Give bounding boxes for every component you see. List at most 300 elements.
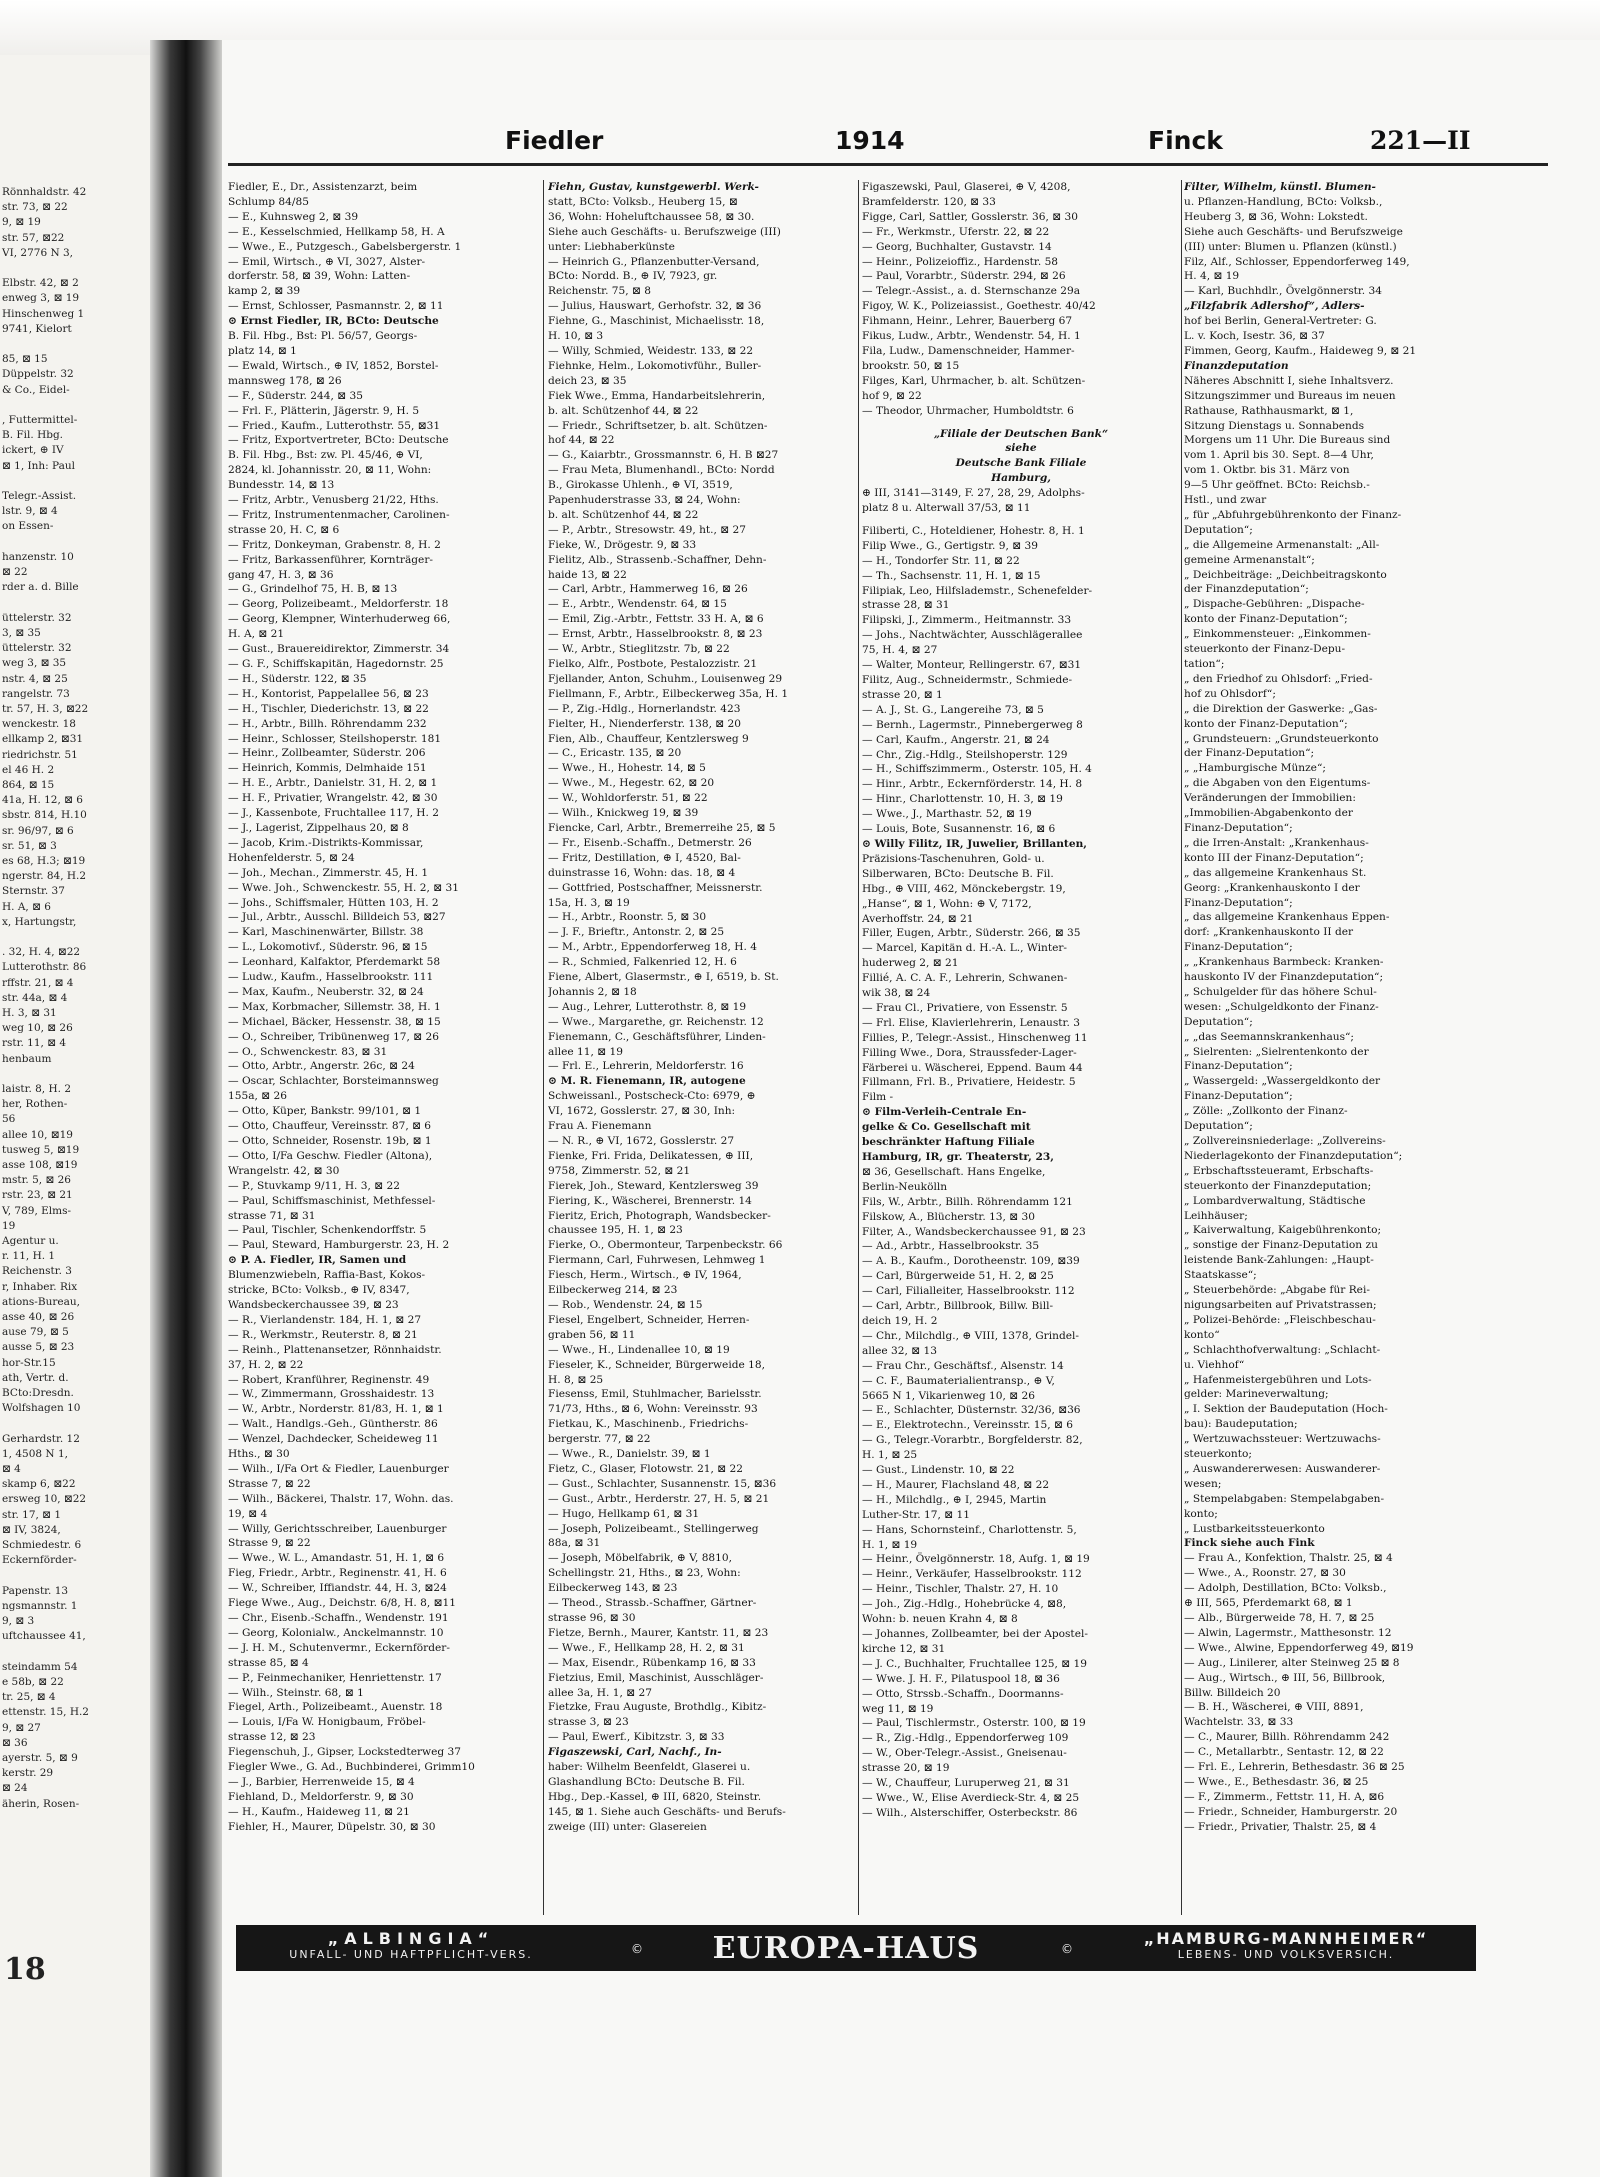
directory-entry: Veränderungen der Immobilien: <box>1184 792 1356 805</box>
directory-entry: — Johs., Schiffsmaler, Hütten 103, H. 2 <box>228 896 439 909</box>
directory-entry: — Fritz, Instrumentenmacher, Carolinen- <box>228 508 450 521</box>
directory-entry: 5665 N 1, Vikarienweg 10, ⊠ 26 <box>862 1389 1035 1402</box>
directory-entry: Hamburg, <box>991 472 1051 485</box>
directory-entry: — Carl, Bürgerweide 51, H. 2, ⊠ 25 <box>862 1270 1054 1283</box>
directory-entry: zweige (III) unter: Glasereien <box>548 1820 707 1833</box>
directory-entry: — Gust., Arbtr., Herderstr. 27, H. 5, ⊠ 21 <box>548 1492 770 1505</box>
directory-entry: — Heinr., Polizeioffiz., Hardenstr. 58 <box>862 255 1059 268</box>
directory-entry: — H. E., Arbtr., Danielstr. 31, H. 2, ⊠ 1 <box>228 777 438 790</box>
left-page-line: ath, Vertr. d. <box>2 1371 69 1384</box>
left-page-line: ellkamp 2, ⊠31 <box>2 733 84 746</box>
left-page-line: 41a, H. 12, ⊠ 6 <box>2 794 83 807</box>
directory-entry: — Friedr., Schneider, Hamburgerstr. 20 <box>1184 1805 1398 1818</box>
left-page-line: r. 11, H. 1 <box>2 1250 56 1263</box>
directory-entry: „ Einkommensteuer: „Einkommen- <box>1184 628 1371 641</box>
directory-entry: H. 8, ⊠ 25 <box>548 1373 604 1386</box>
directory-entry: Bramfelderstr. 120, ⊠ 33 <box>862 195 996 208</box>
directory-column-1 <box>228 180 540 1915</box>
directory-entry: „ das allgemeine Krankenhaus St. <box>1184 866 1367 879</box>
directory-entry: Hbg., Dep.-Kassel, ⊕ III, 6820, Steinstr. <box>548 1790 762 1803</box>
left-page-line: , Futtermittel- <box>2 414 78 427</box>
directory-entry: Leihhäuser; <box>1184 1209 1248 1222</box>
directory-entry: — B. H., Wäscherei, ⊕ VIII, 8891, <box>1184 1701 1364 1714</box>
directory-entry: deich 19, H. 2 <box>862 1314 938 1327</box>
directory-entry: mannsweg 178, ⊠ 26 <box>228 374 342 387</box>
directory-entry: Deputation“; <box>1184 523 1253 536</box>
directory-entry: — W., Ober-Telegr.-Assist., Gneisenau- <box>862 1747 1067 1760</box>
directory-entry: — C., Metallarbtr., Sentastr. 12, ⊠ 22 <box>1184 1746 1384 1759</box>
directory-entry: Fiege Wwe., Aug., Deichstr. 6/8, H. 8, ⊠11 <box>228 1597 456 1610</box>
directory-entry: „Hanse“, ⊠ 1, Wohn: ⊕ V, 7172, <box>862 897 1032 910</box>
directory-entry: — G. F., Schiffskapitän, Hagedornstr. 25 <box>228 658 444 670</box>
directory-entry: Färberei u. Wäscherei, Eppend. Baum 44 <box>862 1061 1083 1074</box>
directory-entry: — Aug., Linilerer, alter Steinweg 25 ⊠ 8 <box>1184 1656 1400 1669</box>
directory-entry: Deputation“; <box>1184 1120 1253 1133</box>
left-page-line: henbaum <box>2 1052 52 1065</box>
directory-entry: Fiegler Wwe., G. Ad., Buchbinderei, Grimm10 <box>228 1761 475 1774</box>
directory-entry: wik 38, ⊠ 24 <box>862 987 931 1000</box>
directory-entry: „ Lustbarkeitssteuerkonto <box>1184 1522 1325 1535</box>
directory-entry: ⊕ III, 565, Pferdemarkt 68, ⊠ 1 <box>1184 1597 1353 1610</box>
left-page-line: tr. 57, H. 3, ⊠22 <box>2 702 89 715</box>
left-page-line: ause 79, ⊠ 5 <box>2 1326 69 1339</box>
directory-entry: der Finanzdeputation“; <box>1184 583 1309 596</box>
directory-entry: Filskow, A., Blücherstr. 13, ⊠ 30 <box>862 1210 1036 1223</box>
left-page-line: Agentur u. <box>2 1235 59 1248</box>
directory-entry: ⊙ Film-Verleih-Centrale En- <box>862 1106 1027 1119</box>
directory-entry: — Adolph, Destillation, BCto: Volksb., <box>1184 1582 1387 1595</box>
directory-entry: — E., Kuhnsweg 2, ⊠ 39 <box>228 210 359 223</box>
hamburg-mannheimer-title: „HAMBURG-MANNHEIMER“ <box>1143 1929 1429 1948</box>
left-page-line: 864, ⊠ 15 <box>2 778 55 791</box>
directory-entry: dorferstr. 58, ⊠ 39, Wohn: Latten- <box>228 270 411 283</box>
directory-entry: — Wwe., A., Roonstr. 27, ⊠ 30 <box>1184 1567 1346 1580</box>
left-page-line: sr. 96/97, ⊠ 6 <box>2 824 74 837</box>
directory-entry: 88a, ⊠ 31 <box>548 1537 601 1550</box>
directory-entry: „ Lombardverwaltung, Städtische <box>1184 1194 1366 1207</box>
directory-entry: — Paul, Tischler, Schenkendorffstr. 5 <box>228 1224 427 1237</box>
directory-entry: — Chr., Zig.-Hdlg., Steilshoperstr. 129 <box>862 748 1068 761</box>
directory-entry: — J., Kassenbote, Fruchtallee 117, H. 2 <box>228 807 440 820</box>
directory-entry: ⊕ III, 3141—3149, F. 27, 28, 29, Adolphs- <box>862 487 1085 500</box>
left-page-line: nstr. 4, ⊠ 25 <box>2 672 68 685</box>
directory-entry: Fien, Alb., Chauffeur, Kentzlersweg 9 <box>548 732 749 745</box>
directory-entry: B., Girokasse Uhlenh., ⊕ VI, 3519, <box>548 479 733 492</box>
left-page-line: üttelerstr. 32 <box>2 642 72 655</box>
directory-entry: leistende Bank-Zahlungen: „Haupt- <box>1184 1254 1374 1267</box>
directory-entry: Fietz, C., Glaser, Flotowstr. 21, ⊠ 22 <box>548 1462 744 1475</box>
directory-entry: kirche 12, ⊠ 31 <box>862 1642 946 1655</box>
directory-entry: — Max, Eisendr., Rübenkamp 16, ⊠ 33 <box>548 1656 756 1669</box>
directory-entry: Fikus, Ludw., Arbtr., Wendenstr. 54, H. 1 <box>862 330 1081 343</box>
directory-entry: — W., Chauffeur, Luruperweg 21, ⊠ 31 <box>862 1777 1070 1790</box>
directory-entry: — Joseph, Möbelfabrik, ⊕ V, 8810, <box>548 1552 733 1565</box>
left-page-line: & Co., Eidel- <box>2 383 70 396</box>
directory-entry: Filiberti, C., Hoteldiener, Hohestr. 8, H. 1 <box>862 524 1085 537</box>
directory-entry: Billw. Billdeich 20 <box>1184 1686 1281 1699</box>
directory-entry: strasse 12, ⊠ 23 <box>228 1731 316 1744</box>
column-divider <box>543 180 544 1915</box>
left-page-line: BCto:Dresdn. <box>2 1387 74 1400</box>
directory-entry: Fiek Wwe., Emma, Handarbeitslehrerin, <box>548 389 766 402</box>
directory-entry: — E., Kesselschmied, Hellkamp 58, H. A <box>228 225 445 238</box>
directory-entry: Rathause, Rathhausmarkt, ⊠ 1, <box>1184 404 1354 417</box>
directory-entry: — Wwe., H., Hohestr. 14, ⊠ 5 <box>548 762 706 775</box>
directory-entry: — Fried., Kaufm., Lutterothstr. 55, ⊠31 <box>228 419 441 432</box>
directory-entry: — Aug., Wirtsch., ⊕ III, 56, Billbrook, <box>1184 1671 1386 1684</box>
directory-entry: Film - <box>862 1091 894 1104</box>
header-left-word: Fiedler <box>505 126 604 155</box>
directory-entry: — Gust., Schlachter, Susannenstr. 15, ⊠36 <box>548 1477 777 1490</box>
directory-entry: deich 23, ⊠ 35 <box>548 374 627 387</box>
directory-entry: „ Auswandererwesen: Auswanderer- <box>1184 1462 1381 1475</box>
directory-entry: Sitzung Dienstags u. Sonnabends <box>1184 419 1365 432</box>
directory-entry: — Fritz, Arbtr., Venusberg 21/22, Hths. <box>228 494 439 507</box>
directory-entry: — H., Tischler, Diederichstr. 13, ⊠ 22 <box>228 702 429 715</box>
directory-entry: — Emil, Zig.-Arbtr., Fettstr. 33 H. A, ⊠ 6 <box>548 613 764 626</box>
directory-entry: — Joh., Mechan., Zimmerstr. 45, H. 1 <box>228 866 429 879</box>
directory-entry: — Otto, Strssb.-Schaffn., Doormanns- <box>862 1687 1064 1700</box>
directory-entry: Fjellander, Anton, Schuhm., Louisenweg 29 <box>548 672 783 685</box>
directory-entry: — Wwe., E., Bethesdastr. 36, ⊠ 25 <box>1184 1775 1369 1788</box>
directory-entry: 71/73, Hths., ⊠ 6, Wohn: Vereinsstr. 93 <box>548 1403 758 1416</box>
directory-entry: — Wenzel, Dachdecker, Scheideweg 11 <box>228 1433 439 1446</box>
directory-entry: Fiesch, Herm., Wirtsch., ⊕ IV, 1964, <box>548 1269 742 1282</box>
directory-entry: — Willy, Schmied, Weidestr. 133, ⊠ 22 <box>548 344 754 357</box>
directory-entry: „ Kaiverwaltung, Kaigebührenkonto; <box>1184 1224 1382 1237</box>
directory-entry: Silberwaren, BCto: Deutsche B. Fil. <box>862 867 1054 880</box>
directory-entry: platz 14, ⊠ 1 <box>228 344 297 357</box>
directory-entry: wesen; <box>1184 1477 1222 1490</box>
directory-entry: 36, Wohn: Hoheluftchaussee 58, ⊠ 30. <box>548 210 755 223</box>
directory-entry: — Carl, Filialleiter, Hasselbrookstr. 112 <box>862 1285 1075 1298</box>
directory-entry: „ Schlachthofverwaltung: „Schlacht- <box>1184 1343 1381 1356</box>
left-page-line: H. A, ⊠ 6 <box>2 900 51 913</box>
directory-entry: Finanz-Deputation“; <box>1184 1090 1293 1103</box>
left-page-line: Gerhardstr. 12 <box>2 1432 80 1445</box>
directory-entry: — Frau Chr., Geschäftsf., Alsenstr. 14 <box>862 1359 1064 1372</box>
directory-entry: siehe <box>1005 442 1037 455</box>
directory-entry: konto der Finanz-Deputation“; <box>1184 717 1348 730</box>
europa-haus-ad: EUROPA-HAUS <box>712 1931 980 1966</box>
directory-entry: wesen: „Schulgeldkonto der Finanz- <box>1184 1000 1379 1013</box>
directory-entry: konto der Finanz-Deputation“; <box>1184 613 1348 626</box>
directory-entry: — Wilh., Alsterschiffer, Osterbeckstr. 86 <box>862 1806 1078 1819</box>
directory-entry: — W., Schreiber, Iffiandstr. 44, H. 3, ⊠24 <box>228 1582 447 1595</box>
directory-entry: — Frau Cl., Privatiere, von Essenstr. 5 <box>862 1001 1068 1014</box>
directory-entry: allee 32, ⊠ 13 <box>862 1344 937 1357</box>
directory-entry: — R., Schmied, Falkenried 12, H. 6 <box>548 956 737 969</box>
directory-entry: — C., Maurer, Billh. Röhrendamm 242 <box>1184 1731 1390 1744</box>
directory-entry: hof bei Berlin, General-Vertreter: G. <box>1184 315 1377 328</box>
directory-entry: — Rob., Wendenstr. 24, ⊠ 15 <box>548 1298 703 1311</box>
directory-entry: B. Fil. Hbg., Bst: Pl. 56/57, Georgs- <box>228 330 418 343</box>
directory-entry: „ die Irren-Anstalt: „Krankenhaus- <box>1184 836 1369 849</box>
left-page-line: enweg 3, ⊠ 19 <box>2 292 80 305</box>
directory-entry: Fietzke, Frau Auguste, Brothdlg., Kibitz- <box>548 1701 767 1714</box>
left-page-line <box>2 930 142 945</box>
directory-entry: unter: Liebhaberkünste <box>548 240 675 253</box>
directory-entry: — Jacob, Krim.-Distrikts-Kommissar, <box>228 836 424 849</box>
directory-entry: — W., Arbtr., Stieglitzstr. 7b, ⊠ 22 <box>548 643 730 656</box>
directory-entry: — C., Ericastr. 135, ⊠ 20 <box>548 747 682 760</box>
left-page-line: VI, 2776 N 3, <box>2 246 74 259</box>
directory-entry: Fiehn, Gustav, kunstgewerbl. Werk- <box>548 181 759 193</box>
directory-entry: Fieritz, Erich, Photograph, Wandsbecker- <box>548 1209 771 1222</box>
directory-entry: — Louis, I/Fa W. Honigbaum, Fröbel- <box>228 1716 426 1729</box>
directory-entry: Wachtelstr. 33, ⊠ 33 <box>1184 1716 1294 1729</box>
directory-entry: Luther-Str. 17, ⊠ 11 <box>862 1508 970 1521</box>
left-page-line: Hinschenweg 1 <box>2 307 85 320</box>
directory-entry: — Willy, Gerichtsschreiber, Lauenburger <box>228 1522 447 1535</box>
left-page-line: asse 40, ⊠ 26 <box>2 1311 75 1324</box>
directory-entry: „ „Krankenhaus Barmbeck: Kranken- <box>1184 956 1384 969</box>
directory-entry: strasse 28, ⊠ 31 <box>862 599 950 612</box>
directory-entry: ⊙ P. A. Fiedler, IR, Samen und <box>228 1254 407 1267</box>
directory-entry: — Michael, Bäcker, Hessenstr. 38, ⊠ 15 <box>228 1015 441 1028</box>
directory-entry: Finanz-Deputation“; <box>1184 896 1293 909</box>
directory-entry: — Otto, Arbtr., Angerstr. 26c, ⊠ 24 <box>228 1060 415 1073</box>
directory-entry: Fiehland, D., Meldorferstr. 9, ⊠ 30 <box>228 1790 414 1803</box>
directory-entry: „Filiale der Deutschen Bank“ <box>933 427 1109 440</box>
directory-entry: Fielko, Alfr., Postbote, Pestalozzistr. 21 <box>548 658 758 670</box>
directory-entry: — P., Zig.-Hdlg., Hornerlandstr. 423 <box>548 702 741 715</box>
directory-entry: H. A, ⊠ 21 <box>228 628 285 641</box>
directory-entry: statt, BCto: Volksb., Heuberg 15, ⊠ <box>548 195 738 208</box>
directory-entry: Fiermann, Carl, Fuhrwesen, Lehmweg 1 <box>548 1254 766 1267</box>
directory-entry: Deputation“; <box>1184 1015 1253 1028</box>
directory-entry: u. Pflanzen-Handlung, BCto: Volksb., <box>1184 195 1383 208</box>
directory-entry: H. 10, ⊠ 3 <box>548 330 604 343</box>
left-page-line <box>2 474 142 489</box>
directory-entry: Fiene, Albert, Glasermstr., ⊕ I, 6519, b. St. <box>548 971 779 984</box>
directory-entry: — A. B., Kaufm., Dorotheenstr. 109, ⊠39 <box>862 1255 1080 1268</box>
left-page-line: ngerstr. 84, H.2 <box>2 870 87 883</box>
directory-entry: Papenhuderstrasse 33, ⊠ 24, Wohn: <box>548 494 741 507</box>
directory-entry: — Paul, Schiffsmaschinist, Methfessel- <box>228 1194 436 1207</box>
directory-entry: — Ernst, Schlosser, Pasmannstr. 2, ⊠ 11 <box>228 300 444 313</box>
directory-entry: Finck siehe auch Fink <box>1184 1537 1315 1550</box>
directory-entry: — Walter, Monteur, Rellingerstr. 67, ⊠31 <box>862 659 1082 672</box>
directory-entry: Filipski, J., Zimmerm., Heitmannstr. 33 <box>862 614 1072 627</box>
directory-entry: — G., Grindelhof 75, H. B, ⊠ 13 <box>228 583 398 596</box>
directory-entry: Hamburg, IR, gr. Theaterstr, 23, <box>862 1151 1054 1163</box>
directory-entry: Siehe auch Geschäfts- und Berufszweige <box>1184 225 1403 238</box>
book-gutter <box>150 40 222 2177</box>
left-page-line: ersweg 10, ⊠22 <box>2 1493 87 1506</box>
directory-entry: — H., Milchdlg., ⊕ I, 2945, Martin <box>862 1493 1047 1506</box>
left-page-line: mstr. 5, ⊠ 26 <box>2 1174 71 1187</box>
directory-entry: — H., Arbtr., Roonstr. 5, ⊠ 30 <box>548 911 707 924</box>
directory-entry: — Hans, Schornsteinf., Charlottenstr. 5, <box>862 1523 1077 1536</box>
directory-entry: „ Zölle: „Zollkonto der Finanz- <box>1184 1105 1348 1118</box>
banner-separator-icon: © <box>631 1942 643 1956</box>
directory-entry: — Georg, Klempner, Winterhuderweg 66, <box>228 613 451 626</box>
directory-entry: b. alt. Schützenhof 44, ⊠ 22 <box>548 508 699 521</box>
directory-entry: — Paul, Steward, Hamburgerstr. 23, H. 2 <box>228 1239 450 1252</box>
directory-entry: Figaszewski, Carl, Nachf., In- <box>548 1746 722 1759</box>
left-page-line: B. Fil. Hbg. <box>2 429 64 442</box>
left-page-line: str. 17, ⊠ 1 <box>2 1508 62 1521</box>
directory-entry: — Jul., Arbtr., Ausschl. Billdeich 53, ⊠27 <box>228 911 446 924</box>
left-page-line: Sternstr. 37 <box>2 885 65 898</box>
directory-entry: „ Erbschaftssteueramt, Erbschafts- <box>1184 1164 1374 1177</box>
directory-entry: brookstr. 50, ⊠ 15 <box>862 359 960 372</box>
directory-entry: strasse 71, ⊠ 31 <box>228 1209 316 1222</box>
directory-entry: b. alt. Schützenhof 44, ⊠ 22 <box>548 404 699 417</box>
left-page-line: sr. 51, ⊠ 3 <box>2 839 57 852</box>
directory-entry: Hbg., ⊕ VIII, 462, Mönckebergstr. 19, <box>862 882 1066 895</box>
directory-entry: — P., Stuvkamp 9/11, H. 3, ⊠ 22 <box>228 1179 400 1192</box>
directory-entry: „ Wertzuwachssteuer: Wertzuwachs- <box>1184 1433 1381 1446</box>
left-page-line <box>2 261 142 276</box>
directory-entry: — J. C., Buchhalter, Fruchtallee 125, ⊠ 19 <box>862 1657 1087 1670</box>
directory-entry: Fieg, Friedr., Arbtr., Reginenstr. 41, H. 6 <box>228 1567 447 1580</box>
directory-entry: Berlin-Neukölln <box>862 1180 948 1193</box>
left-page-line: kerstr. 29 <box>2 1767 54 1780</box>
directory-entry: — G., Kaiarbtr., Grossmannstr. 6, H. B ⊠27 <box>548 449 779 462</box>
directory-entry: — Joseph, Polizeibeamt., Stellingerweg <box>548 1522 759 1535</box>
directory-entry: Heuberg 3, ⊠ 36, Wohn: Lokstedt. <box>1184 210 1368 223</box>
directory-entry: — Telegr.-Assist., a. d. Sternschanze 29a <box>862 285 1081 298</box>
left-page-line: skamp 6, ⊠22 <box>2 1478 76 1491</box>
directory-entry: ⊠ 36, Gesellschaft. Hans Engelke, <box>862 1165 1046 1178</box>
directory-entry: strasse 20, ⊠ 1 <box>862 688 943 701</box>
directory-entry: der Finanz-Deputation“; <box>1184 747 1315 760</box>
directory-entry: Fieke, W., Drögestr. 9, ⊠ 33 <box>548 538 697 551</box>
entry-spacer <box>862 419 1180 427</box>
directory-entry: H. 1, ⊠ 19 <box>862 1538 918 1551</box>
directory-entry: — Oscar, Schlachter, Borsteimannsweg <box>228 1075 439 1088</box>
left-page-line: 3, ⊠ 35 <box>2 626 41 639</box>
directory-entry: — Th., Sachsenstr. 11, H. 1, ⊠ 15 <box>862 569 1041 582</box>
left-page-line: e 58b, ⊠ 22 <box>2 1675 64 1688</box>
directory-entry: Filter, A., Wandsbeckerchaussee 91, ⊠ 23 <box>862 1225 1086 1238</box>
directory-entry: Frau A. Fienemann <box>548 1120 652 1133</box>
directory-entry: — Paul, Vorarbtr., Süderstr. 294, ⊠ 26 <box>862 270 1066 283</box>
directory-entry: nigungsarbeiten auf Privatstrassen; <box>1184 1298 1377 1311</box>
advertisement-banner <box>236 1925 1476 1971</box>
directory-entry: — J. H. M., Schutenvermr., Eckernförder- <box>228 1641 450 1654</box>
left-page-line: 19 <box>2 1219 16 1232</box>
left-page-line: rder a. d. Bille <box>2 581 79 594</box>
directory-entry: Fila, Ludw., Damenschneider, Hammer- <box>862 344 1075 357</box>
directory-entry: — Carl, Kaufm., Angerstr. 21, ⊠ 24 <box>862 733 1050 746</box>
directory-entry: steuerkonto; <box>1184 1448 1252 1461</box>
directory-entry: — Wilh., Knickweg 19, ⊠ 39 <box>548 807 699 820</box>
left-page-line: 9, ⊠ 3 <box>2 1615 35 1628</box>
directory-entry: — H., Arbtr., Billh. Röhrendamm 232 <box>228 717 427 730</box>
entry-spacer <box>862 516 1180 524</box>
directory-entry: — H., Schiffszimmerm., Osterstr. 105, H. 4 <box>862 763 1092 776</box>
directory-entry: L. v. Koch, Isestr. 36, ⊠ 37 <box>1184 330 1325 343</box>
left-page-line: allee 10, ⊠19 <box>2 1128 73 1141</box>
directory-entry: — W., Arbtr., Norderstr. 81/83, H. 1, ⊠ 1 <box>228 1403 444 1416</box>
left-page-fragment <box>0 55 150 2177</box>
directory-entry: Finanzdeputation <box>1184 359 1289 372</box>
directory-entry: Staatskasse“; <box>1184 1269 1257 1282</box>
directory-entry: — Wwe., R., Danielstr. 39, ⊠ 1 <box>548 1448 711 1461</box>
directory-entry: hauskonto IV der Finanzdeputation“; <box>1184 971 1384 984</box>
directory-entry: — Wwe., H., Lindenallee 10, ⊠ 19 <box>548 1343 730 1356</box>
directory-entry: — Wilh., I/Fa Ort & Fiedler, Lauenburger <box>228 1462 449 1475</box>
directory-entry: — F., Süderstr. 244, ⊠ 35 <box>228 389 363 402</box>
directory-entry: — Fr., Werkmstr., Uferstr. 22, ⊠ 22 <box>862 225 1050 238</box>
directory-entry: — Paul, Ewerf., Kibitzstr. 3, ⊠ 33 <box>548 1731 725 1744</box>
directory-entry: — Bernh., Lagermstr., Pinnebergerweg 8 <box>862 718 1083 731</box>
directory-entry: Fils, W., Arbtr., Billh. Röhrendamm 121 <box>862 1195 1073 1208</box>
header-right-word: Finck <box>1148 126 1223 155</box>
directory-entry: Averhoffstr. 24, ⊠ 21 <box>862 912 974 925</box>
directory-entry: — Fr., Eisenb.-Schaffn., Detmerstr. 26 <box>548 836 752 849</box>
directory-entry: Morgens um 11 Uhr. Die Bureaus sind <box>1184 434 1391 447</box>
directory-entry: Fillmann, Frl. B., Privatiere, Heidestr. 5 <box>862 1076 1076 1089</box>
directory-entry: — Marcel, Kapitän d. H.-A. L., Winter- <box>862 942 1067 955</box>
left-page-line: her, Rothen- <box>2 1098 68 1111</box>
directory-column-3 <box>862 180 1180 1915</box>
directory-entry: graben 56, ⊠ 11 <box>548 1328 636 1341</box>
directory-entry: Wandsbeckerchaussee 39, ⊠ 23 <box>228 1298 399 1311</box>
left-page-line: str. 44a, ⊠ 4 <box>2 991 68 1004</box>
directory-entry: Hths., ⊠ 30 <box>228 1448 290 1461</box>
directory-entry: konto; <box>1184 1507 1218 1520</box>
directory-entry: Fiegenschuh, J., Gipser, Lockstedterweg 37 <box>228 1746 462 1759</box>
directory-entry: Fienke, Fri. Frida, Delikatessen, ⊕ III, <box>548 1149 754 1162</box>
left-page-line: hor-Str.15 <box>2 1356 56 1369</box>
directory-entry: — Wwe., F., Hellkamp 28, H. 2, ⊠ 31 <box>548 1641 745 1654</box>
left-page-line: Schmiedestr. 6 <box>2 1539 82 1552</box>
left-page-line: Düppelstr. 32 <box>2 368 74 381</box>
left-page-line <box>2 535 142 550</box>
directory-entry: — Gust., Lindenstr. 10, ⊠ 22 <box>862 1464 1015 1477</box>
directory-entry: „ die Abgaben von den Eigentums- <box>1184 777 1371 790</box>
directory-entry: — G., Telegr.-Vorarbtr., Borgfelderstr. 82, <box>862 1434 1083 1447</box>
directory-entry: Filling Wwe., Dora, Straussfeder-Lager- <box>862 1046 1077 1059</box>
directory-entry: chaussee 195, H. 1, ⊠ 23 <box>548 1224 683 1237</box>
directory-entry: Filges, Karl, Uhrmacher, b. alt. Schützen- <box>862 374 1086 387</box>
directory-entry: Fietzius, Emil, Maschinist, Ausschläger- <box>548 1671 764 1684</box>
directory-entry: Filitz, Aug., Schneidermstr., Schmiede- <box>862 674 1073 686</box>
directory-entry: u. Viehhof“ <box>1184 1358 1245 1371</box>
directory-entry: „ die Allgemeine Armenanstalt: „All- <box>1184 538 1380 551</box>
left-page-line: str. 73, ⊠ 22 <box>2 201 68 214</box>
directory-entry: Fillies, P., Telegr.-Assist., Hinschenweg 11 <box>862 1031 1088 1044</box>
directory-entry: — Johannes, Zollbeamter, bei der Apostel- <box>862 1628 1088 1640</box>
directory-entry: — J., Barbier, Herrenweide 15, ⊠ 4 <box>228 1775 415 1788</box>
directory-entry: „Immobilien-Abgabenkonto der <box>1184 807 1353 820</box>
directory-entry: Fiegel, Arth., Polizeibeamt., Auenstr. 18 <box>228 1701 443 1714</box>
left-page-line: r, Inhaber. Rix <box>2 1280 78 1293</box>
left-page-line <box>2 1416 142 1431</box>
directory-entry: — Carl, Arbtr., Billbrook, Billw. Bill- <box>862 1300 1054 1313</box>
directory-entry: ⊙ M. R. Fienemann, IR, autogene <box>548 1075 746 1088</box>
directory-entry: steuerkonto der Finanz-Depu- <box>1184 643 1346 656</box>
directory-entry: Figaszewski, Paul, Glaserei, ⊕ V, 4208, <box>862 181 1071 193</box>
directory-entry: „ „das Seemannskrankenhaus“; <box>1184 1030 1355 1043</box>
directory-entry: — E., Schlachter, Düsternstr. 32/36, ⊠36 <box>862 1404 1081 1417</box>
left-page-line: ⊠ 22 <box>2 566 28 579</box>
directory-entry: gemeine Armenanstalt“; <box>1184 553 1315 566</box>
directory-entry: allee 11, ⊠ 19 <box>548 1045 623 1058</box>
directory-entry: — Heinr., Tischler, Thalstr. 27, H. 10 <box>862 1583 1059 1596</box>
left-page-line: asse 108, ⊠19 <box>2 1159 78 1171</box>
left-page-line: ⊠ 4 <box>2 1463 21 1476</box>
directory-entry: H. 1, ⊠ 25 <box>862 1449 918 1462</box>
directory-entry: „Filzfabrik Adlershof“, Adlers- <box>1184 300 1365 313</box>
directory-entry: 155a, ⊠ 26 <box>228 1090 287 1103</box>
left-page-line: wenckestr. 18 <box>2 718 76 731</box>
directory-entry: Schellingstr. 21, Hths., ⊠ 23, Wohn: <box>548 1567 741 1580</box>
